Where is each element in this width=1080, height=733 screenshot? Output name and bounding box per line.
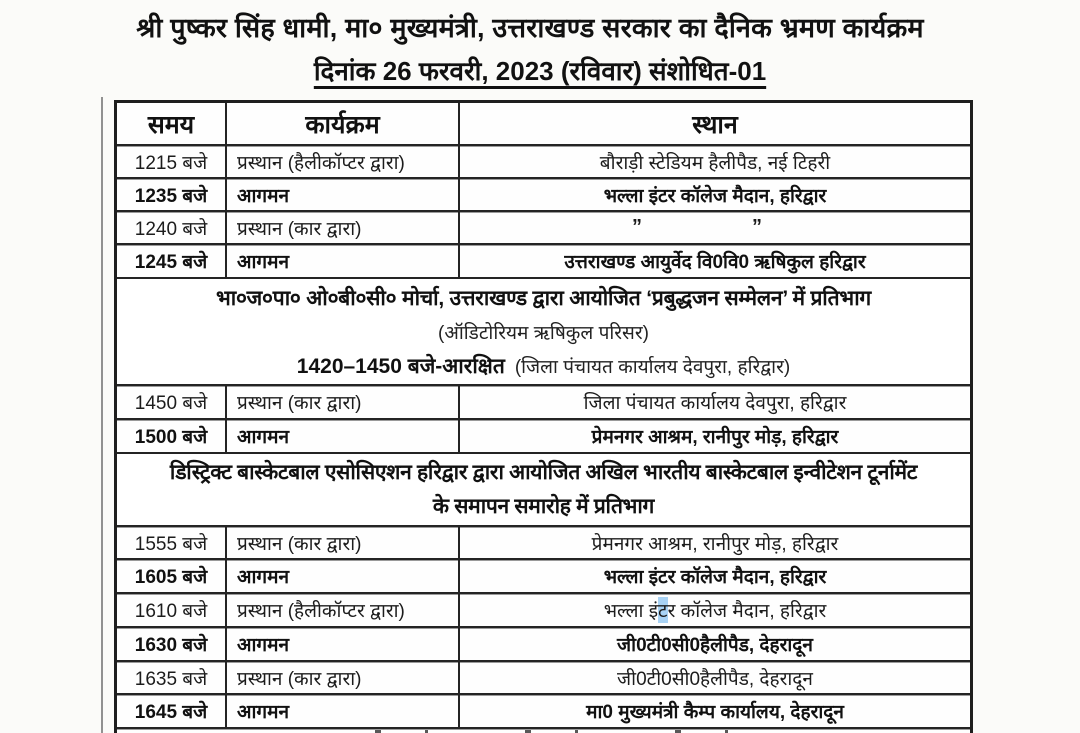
document-title: श्री पुष्कर सिंह धामी, मा० मुख्यमंत्री, उत्तराखण्ड सरकार का दैनिक भ्रमण कार्यक्रम (136, 13, 924, 43)
table-row (117, 245, 970, 279)
table-row (117, 420, 970, 454)
header-time: समय (117, 103, 227, 144)
table-header-row (117, 103, 970, 146)
table-row (117, 212, 970, 245)
place-cell: भल्ला इंटर कॉलेज मैदान, हरिद्वार (603, 185, 827, 207)
time-cell: 1245 बजे (117, 245, 227, 277)
program-cell: प्रस्थान (हैलीकॉप्टर द्वारा) (227, 146, 460, 177)
program-cell: आगमन (227, 179, 460, 210)
time-cell: 1555 बजे (117, 527, 227, 558)
time-cell: 1450 बजे (117, 386, 227, 418)
scan-page-edge-line (101, 97, 103, 733)
time-cell: 1645 बजे (117, 695, 227, 727)
program-cell: प्रस्थान (हैलीकॉप्टर द्वारा) (227, 594, 460, 626)
ditto-mark: ” (632, 216, 642, 238)
table-row (117, 146, 970, 179)
program-cell: आगमन (227, 695, 460, 727)
time-cell: 1610 बजे (117, 594, 227, 626)
event-title-line2: के समापन समारोह में प्रतिभाग (432, 494, 655, 518)
time-cell: 1630 बजे (117, 628, 227, 660)
text-selection-highlight: ट (658, 597, 668, 623)
time-cell: 1240 बजे (117, 212, 227, 243)
table-row (117, 386, 970, 420)
header-program: कार्यक्रम (227, 103, 460, 144)
schedule-table (114, 100, 973, 733)
event-title: भा०ज०पा० ओ०बी०सी० मोर्चा, उत्तराखण्ड द्वारा आयोजित ‘प्रबुद्धजन सम्मेलन’ में प्रतिभाग (215, 286, 872, 310)
reserved-time-range: 1420–1450 बजे-आरक्षित (296, 354, 505, 378)
document-date-line (0, 52, 1080, 88)
place-cell: प्रेमनगर आश्रम, रानीपुर मोड़, हरिद्वार (591, 533, 839, 555)
place-text-post: र कॉलेज मैदान, हरिद्वार (667, 601, 827, 622)
table-row (117, 662, 970, 695)
place-cell: जी0टी0सी0हैलीपैड, देहरादून (617, 668, 813, 690)
place-cell-ditto (460, 212, 970, 243)
table-row (117, 695, 970, 729)
merged-event-row-basketball (117, 454, 970, 527)
place-cell: मा0 मुख्यमंत्री कैम्प कार्यालय, देहरादून (586, 702, 844, 723)
place-cell: जी0टी0सी0हैलीपैड, देहरादून (617, 635, 813, 656)
cropped-bottom-row (117, 729, 970, 733)
place-cell-with-selection (460, 594, 970, 626)
place-cell: प्रेमनगर आश्रम, रानीपुर मोड़, हरिद्वार (591, 427, 839, 448)
program-cell: आगमन (227, 560, 460, 592)
time-cell: 1500 बजे (117, 420, 227, 452)
event-venue: (ऑडिटोरियम ऋषिकुल परिसर) (438, 322, 649, 344)
table-row (117, 628, 970, 662)
table-row (117, 560, 970, 594)
place-cell: बौराड़ी स्टेडियम हैलीपैड, नई टिहरी (599, 152, 831, 174)
program-cell: प्रस्थान (कार द्वारा) (227, 386, 460, 418)
merged-event-row-obc-morcha (117, 279, 970, 386)
place-cell: भल्ला इंटर कॉलेज मैदान, हरिद्वार (603, 567, 827, 588)
table-row (117, 594, 970, 628)
event-reserved-time (297, 352, 790, 380)
event-title-line1: डिस्ट्रिक्ट बास्केटबाल एसोसिएशन हरिद्वार द्वारा आयोजित अखिल भारतीय बास्केटबाल इन्वीटेशन टूर्नामेंट (169, 460, 918, 484)
program-cell: आगमन (227, 420, 460, 452)
place-cell: जिला पंचायत कार्यालय देवपुरा, हरिद्वार (583, 393, 847, 414)
reserved-time-place: (जिला पंचायत कार्यालय देवपुरा, हरिद्वार) (514, 356, 791, 378)
time-cell: 1605 बजे (117, 560, 227, 592)
program-cell: प्रस्थान (कार द्वारा) (227, 662, 460, 693)
table-row (117, 179, 970, 212)
document-date-underlined-text: दिनांक 26 फरवरी, 2023 (रविवार) संशोधित-01 (313, 56, 767, 86)
time-cell: 1235 बजे (117, 179, 227, 210)
place-cell: उत्तराखण्ड आयुर्वेद वि0वि0 ऋषिकुल हरिद्वार (564, 252, 866, 273)
table-row (117, 527, 970, 560)
program-cell: आगमन (227, 628, 460, 660)
ditto-marks (632, 216, 762, 239)
program-cell: प्रस्थान (कार द्वारा) (227, 527, 460, 558)
program-cell: आगमन (227, 245, 460, 277)
ditto-mark: ” (752, 216, 762, 238)
header-place: स्थान (692, 110, 738, 139)
time-cell: 1635 बजे (117, 662, 227, 693)
place-text-pre: भल्ला इं (603, 601, 659, 622)
program-cell: प्रस्थान (कार द्वारा) (227, 212, 460, 243)
time-cell: 1215 बजे (117, 146, 227, 177)
